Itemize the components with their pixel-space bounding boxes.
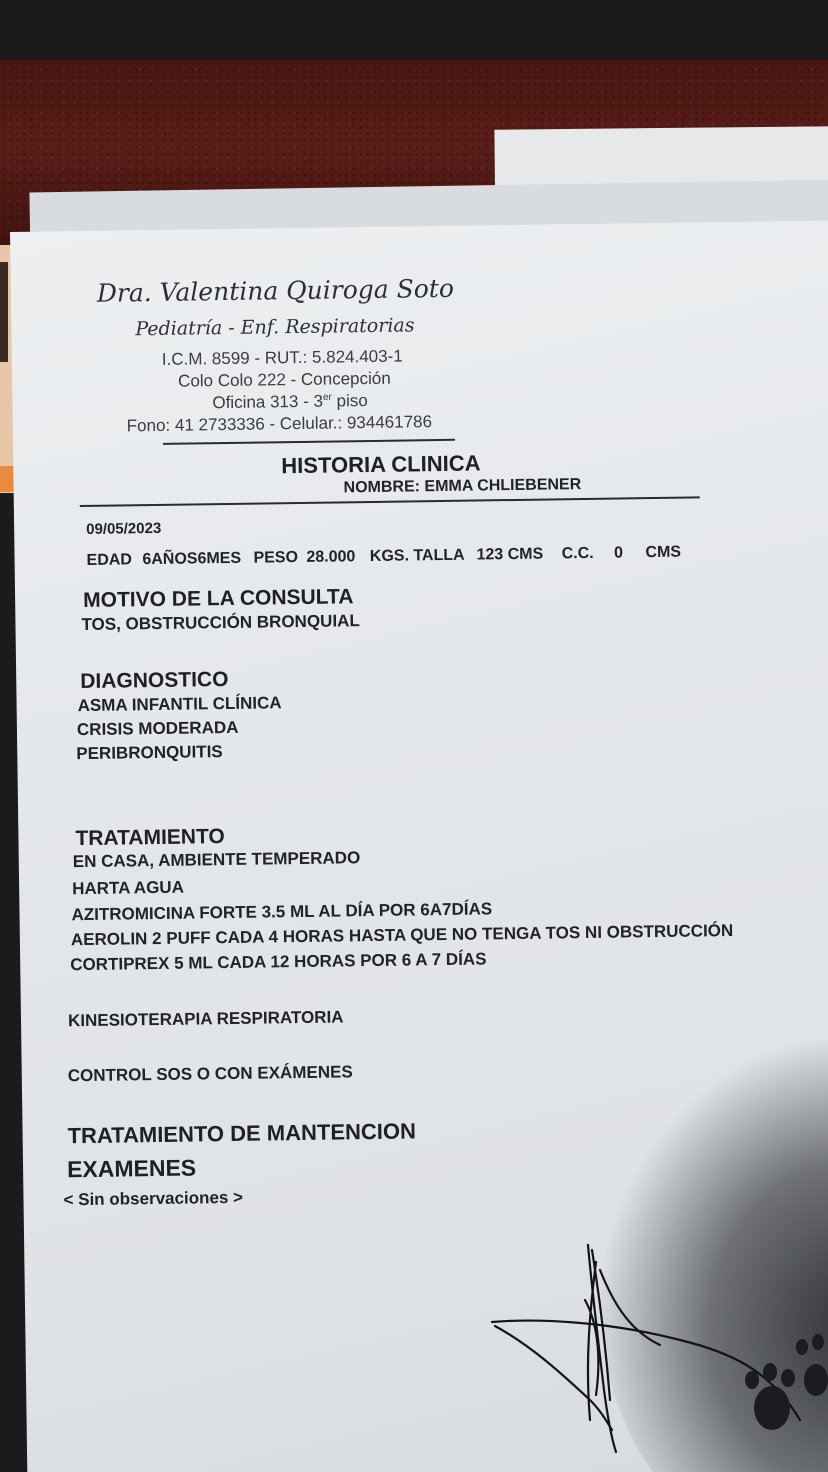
office-floor-suffix: er [322,391,332,403]
cc-value: 0 [613,544,624,562]
tratamiento-heading: TRATAMIENTO [75,825,225,851]
examenes-note: < Sin observaciones > [63,1187,244,1210]
office-number: Oficina 313 - 3 [212,391,324,413]
doctor-address: Colo Colo 222 - Concepción [177,368,391,391]
patient-name: NOMBRE: EMMA CHLIEBENER [343,476,582,497]
talla-value: 123 CMS [476,545,544,564]
peso-unit: KGS. [369,547,410,566]
tratamiento-line: AZITROMICINA FORTE 3.5 ML AL DÍA POR 6A7DÍAS [71,899,493,925]
diagnostico-line: ASMA INFANTIL CLÍNICA [77,693,282,716]
tratamiento-line: EN CASA, AMBIENTE TEMPERADO [72,848,361,872]
doctor-phone: Fono: 41 2733336 - Celular.: 934461786 [126,412,433,436]
control-line: CONTROL SOS O CON EXÁMENES [67,1062,353,1086]
diagnostico-line: PERIBRONQUITIS [76,742,223,764]
cc-label: C.C. [561,544,594,563]
tratamiento-line: HARTA AGUA [72,877,185,899]
doctor-registration: I.C.M. 8599 - RUT.: 5.824.403-1 [161,346,403,369]
talla-label: TALLA [413,546,465,565]
peso-value: 28.000 [306,548,356,566]
office-floor-word: piso [331,391,368,411]
kinesioterapia-line: KINESIOTERAPIA RESPIRATORIA [67,1007,344,1031]
doctor-specialty: Pediatría - Enf. Respiratorias [135,314,415,341]
handwritten-signature [492,1245,800,1452]
cc-unit: CMS [645,543,682,562]
record-title: HISTORIA CLINICA [281,450,481,479]
tratamiento-line: CORTIPREX 5 ML CADA 12 HORAS POR 6 A 7 DÍAS [70,949,487,975]
diagnostico-line: CRISIS MODERADA [76,717,239,740]
motivo-heading: MOTIVO DE LA CONSULTA [82,585,354,613]
edad-value: 6AÑOS6MES [142,549,242,569]
examenes-heading: EXAMENES [66,1154,197,1183]
paw-print-stamp [745,1334,828,1430]
edad-label: EDAD [86,551,133,569]
peso-label: PESO [253,549,299,567]
mantencion-heading: TRATAMIENTO DE MANTENCION [67,1118,417,1149]
motivo-line: TOS, OBSTRUCCIÓN BRONQUIAL [81,611,360,635]
doctor-name: Dra. Valentina Quiroga Soto [96,273,455,308]
diagnostico-heading: DIAGNOSTICO [80,667,229,694]
record-date: 09/05/2023 [86,519,162,538]
tratamiento-line: AEROLIN 2 PUFF CADA 4 HORAS HASTA QUE NO TENGA TOS NI OBSTRUCCIÓN [70,920,734,950]
